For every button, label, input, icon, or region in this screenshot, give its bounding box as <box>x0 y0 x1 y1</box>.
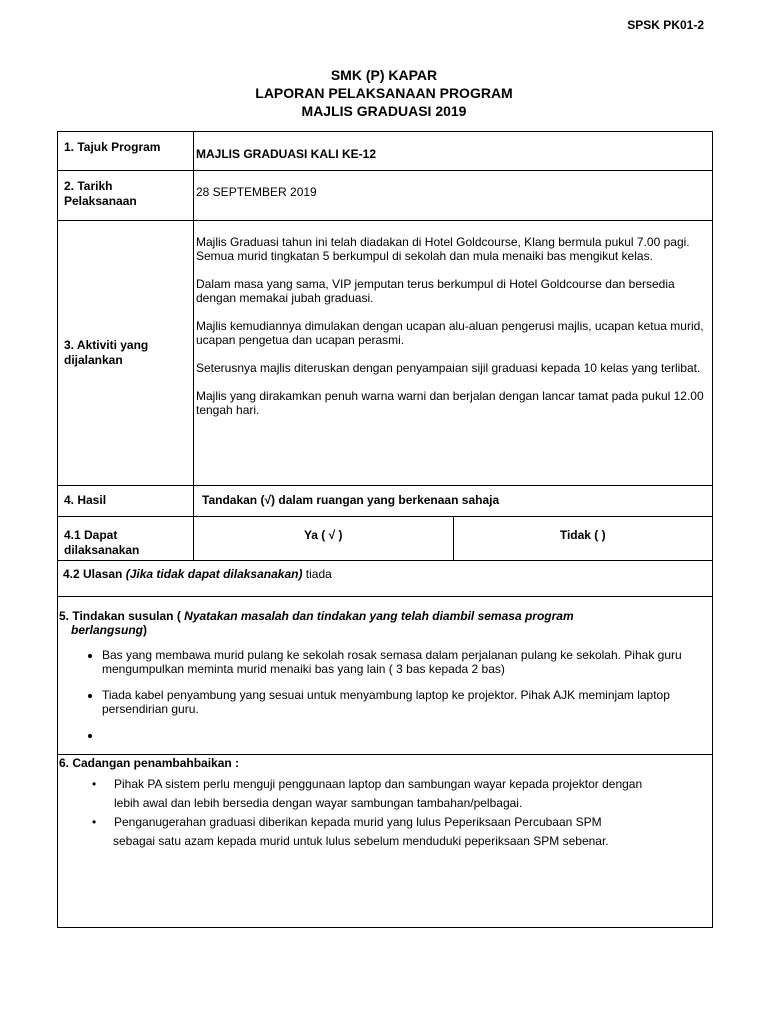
cadangan-item-continuation: lebih awal dan lebih bersedia dengan wayar sambungan tambahan/pelbagai. <box>114 796 523 810</box>
document-title <box>0 66 768 120</box>
tindakan-heading-suffix: ) <box>143 623 148 637</box>
tidak-checkbox-cell: Tidak ( ) <box>559 528 606 542</box>
list-item: • Bas yang membawa murid pulang ke sekolah rosak semasa dalam perjalanan pulang ke sekolah. Pihak guru mengumpulkan meminta murid menaiki bas yang lain ( 3 bas kepada 2 bas) <box>102 648 712 676</box>
tindakan-heading-italic: Nyatakan masalah dan tindakan yang telah diambil semasa program <box>184 609 574 623</box>
row-cadangan <box>58 755 712 927</box>
tindakan-heading-line2: berlangsung <box>71 623 144 637</box>
document-code: SPSK PK01-2 <box>627 18 704 32</box>
aktiviti-paragraph: Dalam masa yang sama, VIP jemputan terus berkumpul di Hotel Goldcourse dan bersedia dengan memakai jubah graduasi. <box>196 277 675 305</box>
aktiviti-paragraph: Majlis Graduasi tahun ini telah diadakan di Hotel Goldcourse, Klang bermula pukul 7.00 pagi. Semua murid tingkatan 5 berkumpul di sekolah dan mula menaiki bas mengikut kelas. <box>196 235 690 263</box>
row-ulasan <box>58 561 712 597</box>
hasil-instruction: Tandakan (√) dalam ruangan yang berkenaan sahaja <box>202 493 500 507</box>
hasil-label: 4. Hasil <box>58 486 194 516</box>
aktiviti-paragraph: Majlis yang dirakamkan penuh warna warni dan berjalan dengan lancar tamat pada pukul 12.00 tengah hari. <box>196 389 704 417</box>
list-item <box>58 813 712 832</box>
aktiviti-label-text: 3. Aktiviti yang dijalankan <box>64 338 149 367</box>
ulasan-note: (Jika tidak dapat dilaksanakan) <box>125 567 303 581</box>
list-item: • Tiada kabel penyambung yang sesuai untuk menyambung laptop ke projektor. Pihak AJK meminjam laptop persendirian guru. <box>102 688 712 716</box>
ulasan-text <box>63 567 332 590</box>
tajuk-value: MAJLIS GRADUASI KALI KE-12 <box>196 147 377 161</box>
aktiviti-paragraph: Seterusnya majlis diteruskan dengan penyampaian sijil graduasi kepada 10 kelas yang terlibat. <box>196 361 701 375</box>
ulasan-label: 4.2 Ulasan <box>63 567 123 581</box>
tajuk-label: 1. Tajuk Program <box>58 132 194 170</box>
dapat-label: 4.1 Dapat dilaksanakan <box>58 517 194 560</box>
program-title: MAJLIS GRADUASI 2019 <box>301 103 467 119</box>
tindakan-list <box>58 648 712 742</box>
row-tarikh <box>58 171 712 221</box>
report-title: LAPORAN PELAKSANAAN PROGRAM <box>255 85 513 101</box>
list-item <box>58 775 712 794</box>
tarikh-label: 2. Tarikh Pelaksanaan <box>58 171 194 220</box>
cadangan-item-continuation: sebagai satu azam kepada murid untuk lulus sebelum menduduki peperiksaan SPM sebenar. <box>113 834 609 848</box>
cadangan-item-text: Pihak PA sistem perlu menguji penggunaan laptop dan sambungan wayar kepada projektor dengan <box>114 777 643 791</box>
ya-checkbox-cell: Ya ( √ ) <box>194 517 454 560</box>
row-dapat-dilaksanakan <box>58 517 712 561</box>
row-aktiviti <box>58 221 712 486</box>
row-hasil <box>58 486 712 517</box>
aktiviti-paragraph: Majlis kemudiannya dimulakan dengan ucapan alu-aluan pengerusi majlis, ucapan ketua murid, ucapan pengetua dan ucapan perasmi. <box>196 319 704 347</box>
tindakan-heading-prefix: 5. Tindakan susulan ( <box>59 609 185 623</box>
bullet-icon: • <box>92 815 97 829</box>
school-name: SMK (P) KAPAR <box>330 67 438 83</box>
ulasan-value: tiada <box>302 567 332 581</box>
cadangan-heading: 6. Cadangan penambahbaikan : <box>59 756 240 770</box>
tindakan-heading <box>58 597 712 637</box>
bullet-icon: • <box>92 777 97 791</box>
tarikh-value: 28 SEPTEMBER 2019 <box>196 185 317 199</box>
aktiviti-content <box>194 221 712 485</box>
aktiviti-label <box>58 221 194 485</box>
row-tajuk <box>58 132 712 171</box>
report-table <box>57 131 713 928</box>
cadangan-item-text: Penganugerahan graduasi diberikan kepada murid yang lulus Peperiksaan Percubaan SPM <box>114 815 602 829</box>
list-item <box>102 728 712 742</box>
row-tindakan-susulan <box>58 597 712 755</box>
